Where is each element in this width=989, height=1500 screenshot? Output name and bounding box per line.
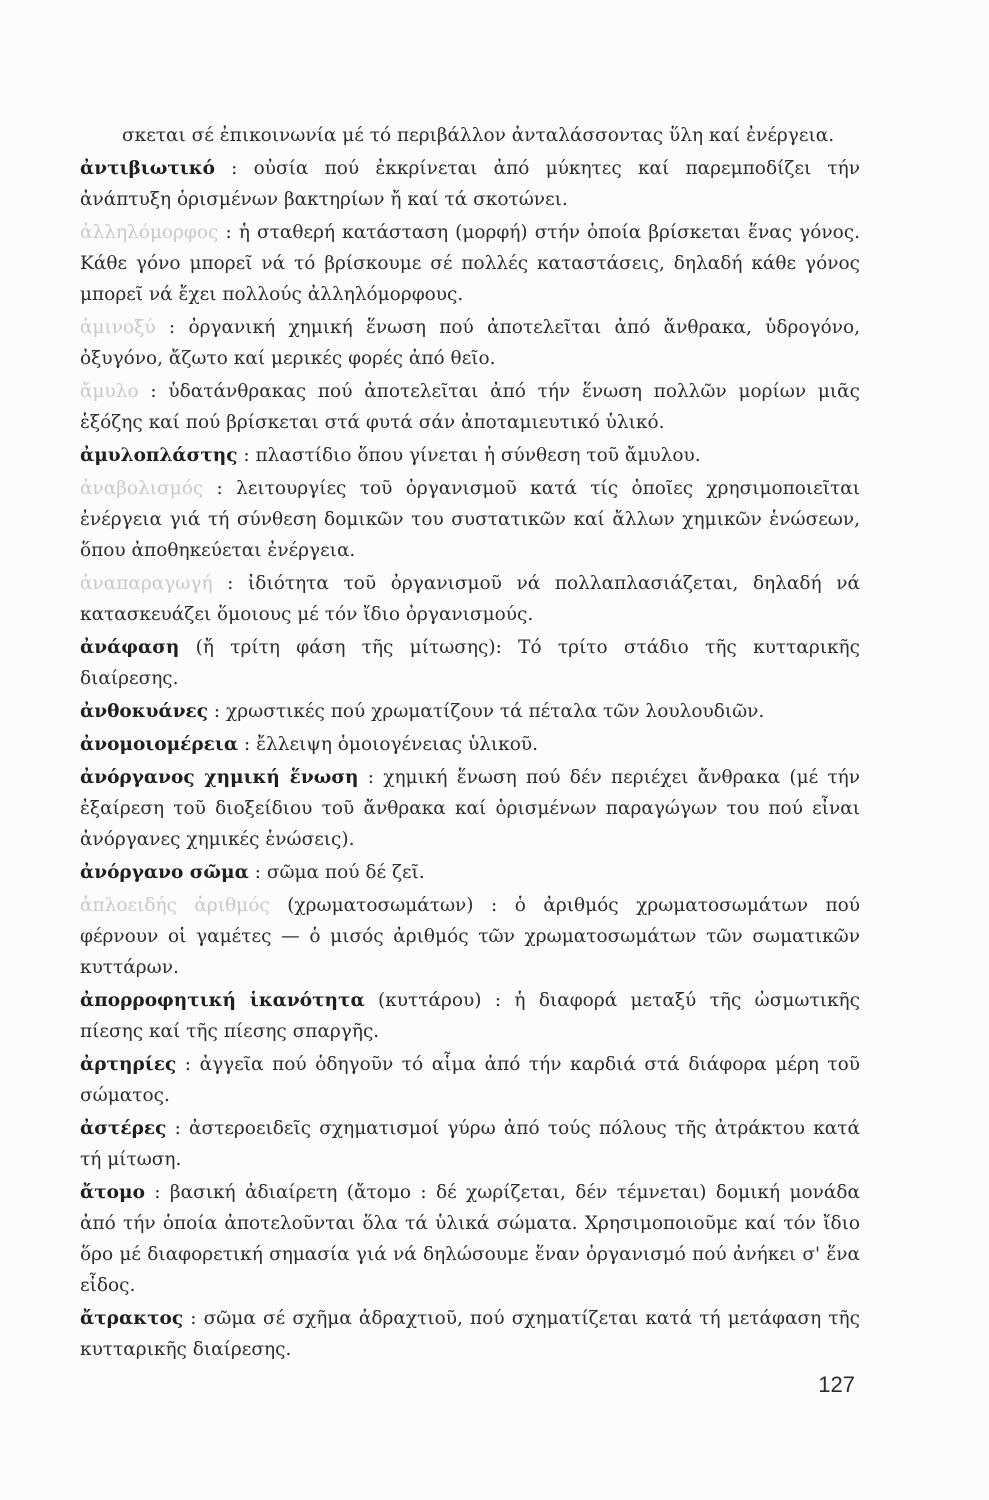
entry-separator: : [183, 1308, 204, 1329]
entry-separator: : [138, 381, 169, 402]
entry-term: ἀντιβιωτικό [80, 158, 215, 179]
entry-term: ἀλληλόμορφος [80, 222, 219, 243]
entry-definition: χημική ἕνωση πού δέν περιέχει ἄνθρακα (μέ τήν ἐξαίρεση τοῦ διοξείδιου τοῦ ἄνθρακα καί ὁρισμένων παραγώγων του πού εἶναι ἀνόργανες χημικές ἑνώσεις). [80, 767, 861, 850]
entry-term: ἀρτηρίες [80, 1054, 177, 1075]
glossary-entry [80, 217, 860, 310]
entry-definition: ἀστεροειδεῖς σχηματισμοί γύρω ἀπό τούς πόλους τῆς ἀτράκτου κατά τή μίτωση. [80, 1118, 861, 1170]
entry-separator: : [358, 767, 384, 788]
entry-definition: ὁ ἀριθμός χρωματοσωμάτων πού φέρνουν οἱ γαμέτες — ὁ μισός ἀριθμός τῶν χρωματοσωμάτων τῶν σωματικῶν κυττάρων. [80, 895, 861, 978]
entry-definition: βασική ἀδιαίρετη (ἄτομο : δέ χωρίζεται, δέν τέμνεται) δομική μονάδα ἀπό τήν ὁποία ἀποτελοῦνται ὅλα τά ὑλικά σώματα. Χρησιμοποιοῦμε καί τόν ἴδιο ὅρο μέ διαφορετική σημασία γιά νά δηλώσουμε ἕναν ὀργανισμό πού ἀνήκει σ' ἕνα εἶδος. [80, 1182, 860, 1296]
glossary-entry [80, 729, 860, 760]
entry-separator: : [218, 222, 239, 243]
entry-definition: Τό τρίτο στάδιο τῆς κυτταρικῆς διαίρεσης. [80, 637, 860, 689]
glossary-entry [80, 153, 860, 215]
entry-term: ἀστέρες [80, 1118, 167, 1139]
entry-term: ἀνόργανο σῶμα [80, 862, 249, 883]
entry-definition: λειτουργίες τοῦ ὀργανισμοῦ κατά τίς ὁποῖες χρησιμοποιεῖται ἐνέργεια γιά τή σύνθεση δομικῶν του συστατικῶν καί ἄλλων χημικῶν ἑνώσεων, ὅπου ἀποθηκεύεται ἐνέργεια. [80, 478, 860, 561]
entry-term: ἀναβολισμός [80, 478, 204, 499]
glossary-entry [80, 632, 860, 694]
glossary-entry [80, 440, 860, 471]
glossary-entry [80, 568, 860, 630]
glossary-entry [80, 857, 860, 888]
entry-definition: ὑδατάνθρακας πού ἀποτελεῖται ἀπό τήν ἕνωση πολλῶν μορίων μιᾶς ἑξόζης καί πού βρίσκεται στά φυτά σάν ἀποταμιευτικό ὑλικό. [80, 381, 860, 433]
glossary-entry [80, 985, 860, 1047]
entry-separator: : [176, 1054, 200, 1075]
entry-term: ἀνθοκυάνες [80, 701, 209, 722]
entry-separator: (κυττάρου) : [364, 990, 515, 1011]
entry-separator: : [237, 445, 256, 466]
entry-definition: πλαστίδιο ὅπου γίνεται ἡ σύνθεση τοῦ ἄμυλου. [255, 445, 701, 466]
glossary-entry [80, 696, 860, 727]
entry-separator: : [166, 1118, 189, 1139]
entry-term: ἀμυλοπλάστης [80, 445, 238, 466]
entry-separator: (ἤ τρίτη φάση τῆς μίτωσης): [179, 637, 519, 658]
entry-separator: (χρωματοσωμάτων) : [269, 895, 515, 916]
glossary-entry [80, 312, 860, 374]
entry-term: ἀνάφαση [80, 637, 180, 658]
glossary-entry [80, 890, 860, 983]
glossary-page [80, 120, 860, 1367]
entry-separator: : [214, 158, 254, 179]
entry-separator: : [248, 862, 267, 883]
entry-separator: : [212, 573, 249, 594]
entry-definition: σῶμα σέ σχῆμα ἀδραχτιοῦ, πού σχηματίζεται κατά τή μετάφαση τῆς κυτταρικῆς διαίρεσης. [80, 1308, 860, 1360]
entry-separator: : [155, 317, 189, 338]
entry-definition: ἔλλειψη ὁμοιογένειας ὑλικοῦ. [256, 734, 538, 755]
glossary-entry [80, 1177, 860, 1301]
glossary-entry [80, 376, 860, 438]
entry-term: ἄμυλο [80, 381, 139, 402]
entry-term: ἀμινοξύ [80, 317, 156, 338]
continuation-text: σκεται σέ ἐπικοινωνία μέ τό περιβάλλον ἀνταλάσσοντας ὕλη καί ἐνέργεια. [122, 125, 835, 146]
glossary-entry [80, 1049, 860, 1111]
glossary-entry [80, 1113, 860, 1175]
entry-separator: : [203, 478, 237, 499]
entry-term: ἁπλοειδής ἀριθμός [80, 895, 270, 916]
entry-separator: : [144, 1182, 170, 1203]
entry-definition: ὀργανική χημική ἕνωση πού ἀποτελεῖται ἀπό ἄνθρακα, ὑδρογόνο, ὀξυγόνο, ἄζωτο καί μερικές φορές ἀπό θεῖο. [80, 317, 860, 369]
entry-definition: ἡ σταθερή κατάσταση (μορφή) στήν ὁποία βρίσκεται ἕνας γόνος. Κάθε γόνο μπορεῖ νά τό βρίσκουμε σέ πολλές καταστάσεις, δηλαδή κάθε γόνος μπορεῖ νά ἔχει πολλούς ἀλληλόμορφους. [80, 222, 860, 305]
entry-definition: ἰδιότητα τοῦ ὀργανισμοῦ νά πολλαπλασιάζεται, δηλαδή νά κατασκευάζει ὅμοιους μέ τόν ἴδιο ὀργανισμούς. [80, 573, 860, 625]
entry-definition: ἀγγεῖα πού ὁδηγοῦν τό αἷμα ἀπό τήν καρδιά στά διάφορα μέρη τοῦ σώματος. [80, 1054, 861, 1106]
entry-term: ἀναπαραγωγή [80, 573, 213, 594]
entry-definition: σῶμα πού δέ ζεῖ. [266, 862, 425, 883]
entry-separator: : [208, 701, 227, 722]
entry-term: ἄτομο [80, 1182, 145, 1203]
entry-definition: οὐσία πού ἐκκρίνεται ἀπό μύκητες καί παρεμποδίζει τήν ἀνάπτυξη ὁρισμένων βακτηρίων ἤ καί τά σκοτώνει. [80, 158, 860, 210]
glossary-entry [80, 473, 860, 566]
glossary-entry [80, 762, 860, 855]
entry-term: ἄτρακτος [80, 1308, 184, 1329]
entry-separator: : [238, 734, 257, 755]
entry-term: ἀνομοιομέρεια [80, 734, 239, 755]
page-number: 127 [818, 1372, 855, 1397]
entry-definition: ἡ διαφορά μεταξύ τῆς ὠσμωτικῆς πίεσης καί τῆς πίεσης σπαργῆς. [80, 990, 860, 1042]
entry-definition: χρωστικές πού χρωματίζουν τά πέταλα τῶν λουλουδιῶν. [226, 701, 765, 722]
glossary-entry [80, 1303, 860, 1365]
entry-term: ἀπορροφητική ἱκανότητα [80, 990, 365, 1011]
entry-term: ἀνόργανος χημική ἕνωση [80, 767, 359, 788]
